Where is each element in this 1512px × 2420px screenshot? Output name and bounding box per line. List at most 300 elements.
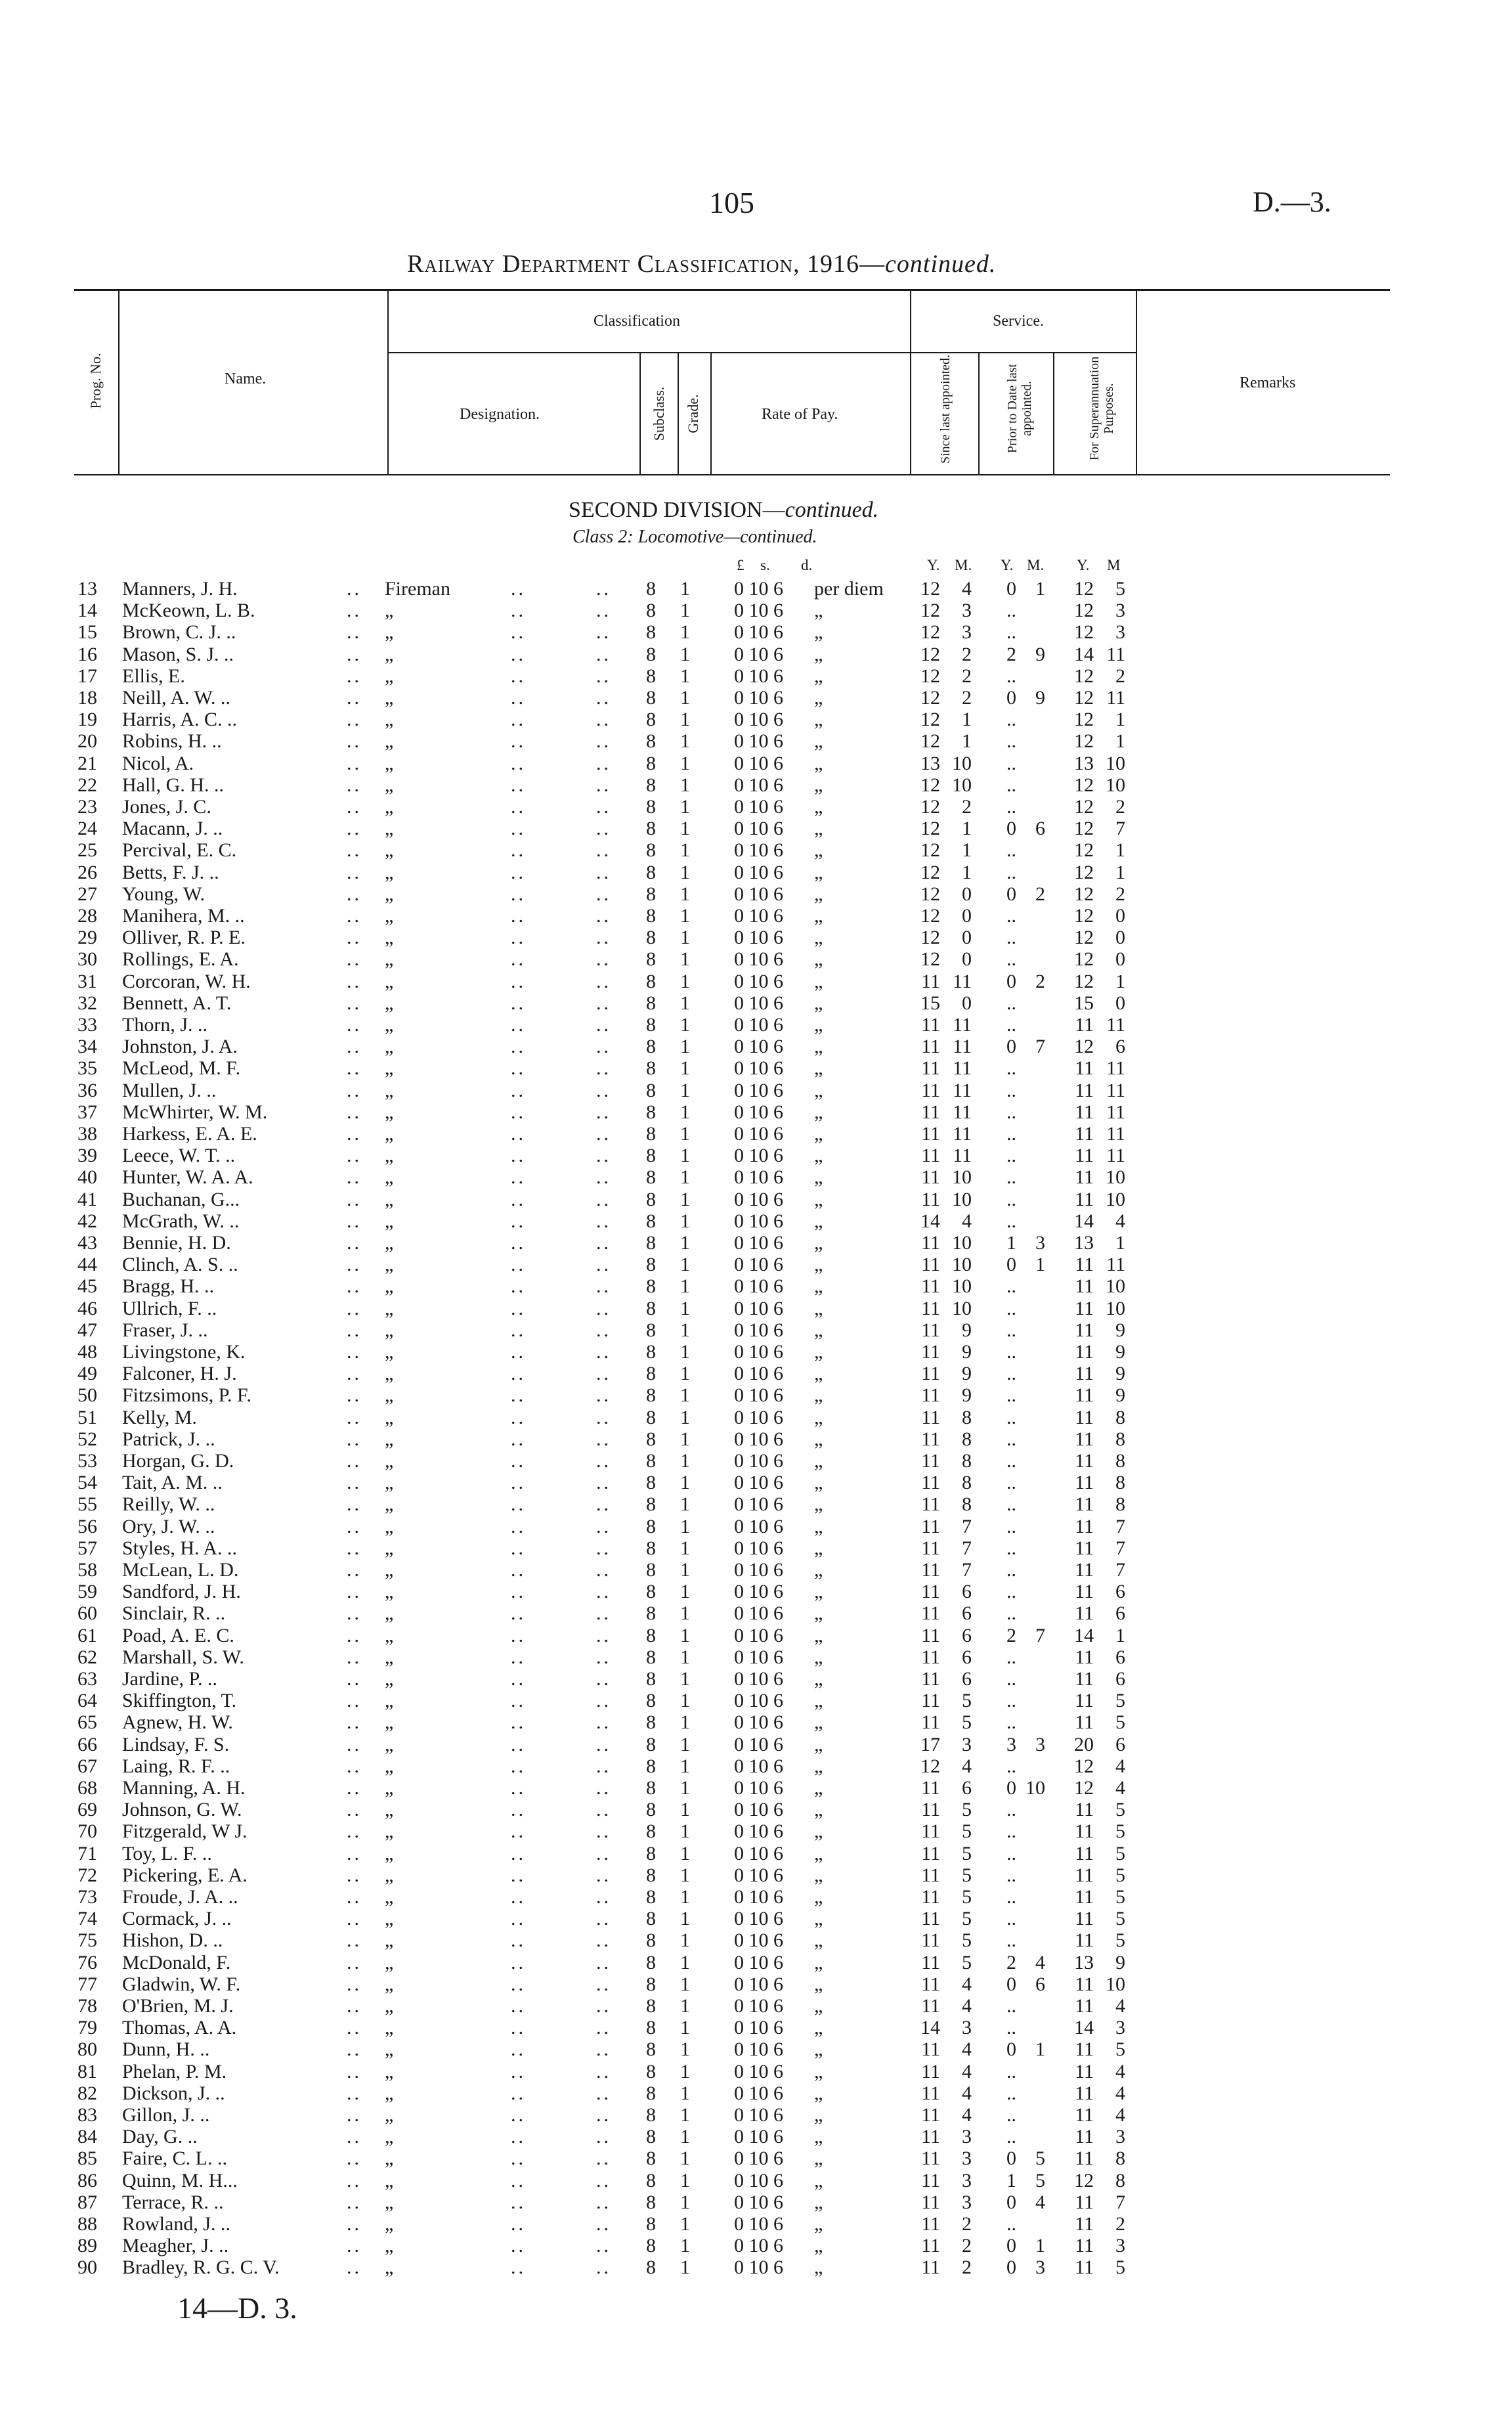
table-row — [0, 1057, 1512, 1080]
row-grade: 1 — [680, 2256, 690, 2279]
table-row — [0, 1341, 1512, 1363]
row-since-years: 12 — [920, 709, 940, 731]
row-designation: „ — [385, 1777, 394, 1799]
row-grade: 1 — [680, 2191, 690, 2213]
row-grade: 1 — [680, 665, 690, 687]
row-prog-no: 17 — [77, 665, 97, 687]
row-prog-no: 45 — [77, 1275, 97, 1298]
row-since-months: 10 — [952, 1254, 972, 1276]
leader-dots: .. — [511, 1166, 526, 1189]
leader-dots: .. — [347, 1755, 362, 1777]
row-subclass: 8 — [646, 1123, 656, 1145]
row-name: Manihera, M. .. — [122, 905, 245, 927]
row-subclass: 8 — [646, 774, 656, 796]
row-rate-of-pay: 0 10 6 — [734, 1036, 783, 1058]
row-prog-no: 70 — [77, 1820, 97, 1843]
row-grade: 1 — [680, 2104, 690, 2126]
table-row — [0, 578, 1512, 600]
row-prog-no: 90 — [77, 2256, 97, 2279]
row-prog-no: 22 — [77, 774, 97, 796]
row-designation: „ — [385, 1363, 394, 1385]
row-per-diem: „ — [814, 1951, 823, 1973]
leader-dots: .. — [347, 2038, 362, 2061]
leader-dots: .. — [596, 621, 611, 644]
row-per-diem: „ — [814, 839, 823, 862]
row-since-years: 11 — [921, 1820, 940, 1843]
table-row — [0, 818, 1512, 840]
header-prog-no: Prog. No. — [87, 353, 104, 409]
row-since-years: 11 — [921, 1123, 940, 1145]
row-grade: 1 — [680, 1908, 690, 1930]
row-designation: „ — [385, 730, 394, 753]
row-prog-no: 57 — [77, 1537, 97, 1559]
row-super-months: 1 — [1115, 1232, 1125, 1254]
row-super-months: 0 — [1115, 927, 1125, 949]
row-rate-of-pay: 0 10 6 — [734, 600, 783, 622]
row-grade: 1 — [680, 1559, 690, 1581]
row-grade: 1 — [680, 1166, 690, 1189]
row-grade: 1 — [680, 1384, 690, 1407]
table-row — [0, 1363, 1512, 1385]
row-subclass: 8 — [646, 1275, 656, 1298]
row-subclass: 8 — [646, 905, 656, 927]
row-name: Dickson, J. .. — [122, 2082, 225, 2104]
row-prog-no: 86 — [77, 2169, 97, 2191]
row-since-months: 10 — [952, 1232, 972, 1254]
leader-dots: .. — [596, 948, 611, 971]
row-since-months: 5 — [962, 1690, 972, 1712]
row-subclass: 8 — [646, 709, 656, 731]
row-designation: „ — [385, 600, 394, 622]
header-for-super: For Superannuation Purposes. — [1087, 356, 1116, 461]
row-rate-of-pay: 0 10 6 — [734, 687, 783, 709]
row-name: Bradley, R. G. C. V. — [122, 2256, 280, 2279]
row-name: Patrick, J. .. — [122, 1428, 215, 1450]
leader-dots: .. — [596, 2126, 611, 2148]
row-since-months: 1 — [962, 730, 972, 753]
leader-dots: .. — [347, 665, 362, 687]
row-since-years: 11 — [921, 1079, 940, 1101]
table-row — [0, 687, 1512, 709]
leader-dots: .. — [511, 818, 526, 840]
row-super-months: 9 — [1115, 1384, 1125, 1407]
leader-dots: .. — [511, 1733, 526, 1755]
row-grade: 1 — [680, 1820, 690, 1843]
row-since-months: 11 — [953, 1101, 972, 1123]
row-since-years: 11 — [921, 2126, 940, 2148]
leader-dots: .. — [347, 1014, 362, 1036]
row-name: Falconer, H. J. — [122, 1363, 237, 1385]
row-since-months: 5 — [962, 1799, 972, 1821]
row-super-years: 11 — [1075, 1472, 1094, 1494]
leader-dots: .. — [596, 1363, 611, 1385]
table-row — [0, 1581, 1512, 1603]
row-rate-of-pay: 0 10 6 — [734, 1232, 783, 1254]
row-grade: 1 — [680, 1864, 690, 1886]
row-prior-years: .. — [1006, 2082, 1016, 2104]
row-subclass: 8 — [646, 1101, 656, 1123]
leader-dots: .. — [511, 665, 526, 687]
row-designation: „ — [385, 1581, 394, 1603]
row-super-months: 11 — [1106, 1014, 1125, 1036]
row-since-years: 11 — [921, 2060, 940, 2082]
row-grade: 1 — [680, 1777, 690, 1799]
row-name: Ellis, E. — [122, 665, 185, 687]
row-prog-no: 50 — [77, 1384, 97, 1407]
row-prog-no: 69 — [77, 1799, 97, 1821]
row-subclass: 8 — [646, 1079, 656, 1101]
row-subclass: 8 — [646, 1145, 656, 1167]
row-rate-of-pay: 0 10 6 — [734, 905, 783, 927]
row-prog-no: 42 — [77, 1210, 97, 1232]
row-designation: Fireman — [385, 578, 450, 600]
row-prog-no: 68 — [77, 1777, 97, 1799]
table-row — [0, 839, 1512, 862]
row-rate-of-pay: 0 10 6 — [734, 1624, 783, 1646]
row-since-years: 11 — [921, 1777, 940, 1799]
row-prog-no: 55 — [77, 1493, 97, 1516]
leader-dots: .. — [596, 1145, 611, 1167]
row-subclass: 8 — [646, 687, 656, 709]
row-rate-of-pay: 0 10 6 — [734, 1886, 783, 1908]
row-per-diem: „ — [814, 1929, 823, 1952]
row-super-years: 11 — [1075, 2060, 1094, 2082]
row-subclass: 8 — [646, 1690, 656, 1712]
row-since-years: 11 — [921, 1472, 940, 1494]
row-super-months: 7 — [1115, 1559, 1125, 1581]
leader-dots: .. — [511, 1188, 526, 1210]
row-name: Rollings, E. A. — [122, 948, 239, 971]
row-prog-no: 46 — [77, 1297, 97, 1319]
row-designation: „ — [385, 2256, 394, 2279]
row-grade: 1 — [680, 1014, 690, 1036]
leader-dots: .. — [596, 1036, 611, 1058]
row-subclass: 8 — [646, 1537, 656, 1559]
row-prog-no: 13 — [77, 578, 97, 600]
leader-dots: .. — [347, 1079, 362, 1101]
row-name: Froude, J. A. .. — [122, 1886, 238, 1908]
row-since-years: 11 — [921, 1908, 940, 1930]
leader-dots: .. — [511, 2191, 526, 2213]
table-row — [0, 883, 1512, 906]
row-prog-no: 62 — [77, 1646, 97, 1668]
row-designation: „ — [385, 992, 394, 1014]
row-prog-no: 72 — [77, 1864, 97, 1886]
row-subclass: 8 — [646, 1057, 656, 1080]
row-name: Johnston, J. A. — [122, 1036, 238, 1058]
row-since-months: 4 — [962, 1973, 972, 1995]
row-grade: 1 — [680, 752, 690, 774]
leader-dots: .. — [596, 2256, 611, 2279]
row-prog-no: 76 — [77, 1951, 97, 1973]
row-since-years: 11 — [921, 1602, 940, 1625]
row-rate-of-pay: 0 10 6 — [734, 1581, 783, 1603]
row-super-months: 1 — [1115, 709, 1125, 731]
section-continued: continued. — [785, 498, 879, 522]
table-row — [0, 992, 1512, 1015]
row-prior-months: 4 — [1035, 2191, 1045, 2213]
leader-dots: .. — [596, 1297, 611, 1319]
row-super-months: 2 — [1115, 2213, 1125, 2235]
row-name: Manning, A. H. — [122, 1777, 246, 1799]
row-rate-of-pay: 0 10 6 — [734, 1079, 783, 1101]
row-since-months: 5 — [962, 1864, 972, 1886]
leader-dots: .. — [511, 1973, 526, 1995]
leader-dots: .. — [596, 1493, 611, 1516]
leader-dots: .. — [596, 2191, 611, 2213]
row-name: McGrath, W. .. — [122, 1210, 240, 1232]
row-prior-years: .. — [1006, 1864, 1016, 1886]
row-name: Horgan, G. D. — [122, 1450, 234, 1472]
row-subclass: 8 — [646, 1014, 656, 1036]
unit-months-prior: M. — [1027, 557, 1045, 573]
row-prior-years: .. — [1006, 1646, 1016, 1668]
leader-dots: .. — [596, 2060, 611, 2082]
row-subclass: 8 — [646, 752, 656, 774]
row-rate-of-pay: 0 10 6 — [734, 1537, 783, 1559]
row-per-diem: „ — [814, 2213, 823, 2235]
row-per-diem: „ — [814, 1668, 823, 1690]
row-super-years: 11 — [1075, 2038, 1094, 2061]
row-since-months: 10 — [952, 752, 972, 774]
row-rate-of-pay: 0 10 6 — [734, 2256, 783, 2279]
row-super-months: 11 — [1106, 1254, 1125, 1276]
row-since-years: 11 — [921, 1842, 940, 1864]
table-row — [0, 665, 1512, 688]
row-rate-of-pay: 0 10 6 — [734, 1406, 783, 1428]
row-prog-no: 35 — [77, 1057, 97, 1080]
row-super-years: 11 — [1075, 1864, 1094, 1886]
table-row — [0, 774, 1512, 797]
row-grade: 1 — [680, 1254, 690, 1276]
row-rate-of-pay: 0 10 6 — [734, 1450, 783, 1472]
col-divider-prog — [118, 289, 119, 475]
row-per-diem: „ — [814, 796, 823, 818]
row-since-years: 14 — [920, 1210, 940, 1232]
leader-dots: .. — [596, 1820, 611, 1843]
row-prior-years: .. — [1006, 774, 1016, 796]
row-super-years: 11 — [1075, 1363, 1094, 1385]
row-super-months: 10 — [1106, 1188, 1125, 1210]
leader-dots: .. — [596, 2235, 611, 2257]
leader-dots: .. — [596, 1908, 611, 1930]
row-name: Fraser, J. .. — [122, 1319, 208, 1341]
row-super-months: 11 — [1106, 1123, 1125, 1145]
row-subclass: 8 — [646, 1820, 656, 1843]
row-grade: 1 — [680, 2060, 690, 2082]
row-prior-years: .. — [1006, 1537, 1016, 1559]
row-subclass: 8 — [646, 1210, 656, 1232]
leader-dots: .. — [347, 600, 362, 622]
row-since-years: 11 — [921, 1450, 940, 1472]
row-grade: 1 — [680, 1145, 690, 1167]
leader-dots: .. — [511, 1602, 526, 1625]
row-name: Day, G. .. — [122, 2126, 198, 2148]
row-since-years: 11 — [921, 1864, 940, 1886]
row-super-years: 12 — [1074, 818, 1094, 840]
row-subclass: 8 — [646, 2213, 656, 2235]
row-rate-of-pay: 0 10 6 — [734, 709, 783, 731]
row-grade: 1 — [680, 1842, 690, 1864]
row-since-months: 5 — [962, 1908, 972, 1930]
leader-dots: .. — [511, 1210, 526, 1232]
row-prog-no: 52 — [77, 1428, 97, 1450]
leader-dots: .. — [347, 1166, 362, 1189]
row-since-months: 3 — [962, 2191, 972, 2213]
row-rate-of-pay: 0 10 6 — [734, 578, 783, 600]
leader-dots: .. — [511, 600, 526, 622]
table-row — [0, 1384, 1512, 1407]
leader-dots: .. — [596, 578, 611, 600]
leader-dots: .. — [511, 730, 526, 753]
row-since-months: 4 — [962, 1210, 972, 1232]
row-prog-no: 63 — [77, 1668, 97, 1690]
row-super-years: 11 — [1075, 1559, 1094, 1581]
leader-dots: .. — [596, 1602, 611, 1625]
row-super-years: 11 — [1075, 1602, 1094, 1625]
row-prior-years: .. — [1006, 992, 1016, 1014]
row-designation: „ — [385, 2235, 394, 2257]
row-name: Mullen, J. .. — [122, 1079, 217, 1101]
table-row — [0, 1973, 1512, 1996]
table-row — [0, 1101, 1512, 1124]
row-super-months: 4 — [1115, 1777, 1125, 1799]
row-per-diem: „ — [814, 1101, 823, 1123]
page-number: 105 — [709, 186, 754, 219]
row-per-diem: „ — [814, 992, 823, 1014]
row-super-months: 5 — [1115, 2038, 1125, 2061]
row-designation: „ — [385, 948, 394, 971]
row-designation: „ — [385, 1166, 394, 1189]
row-rate-of-pay: 0 10 6 — [734, 1908, 783, 1930]
row-super-months: 11 — [1106, 1145, 1125, 1167]
row-since-years: 11 — [921, 1297, 940, 1319]
row-subclass: 8 — [646, 1733, 656, 1755]
row-rate-of-pay: 0 10 6 — [734, 1210, 783, 1232]
row-prior-months: 6 — [1035, 1973, 1045, 1995]
row-name: Hishon, D. .. — [122, 1929, 223, 1952]
row-super-months: 4 — [1115, 1210, 1125, 1232]
table-row — [0, 1908, 1512, 1930]
table-row — [0, 1407, 1512, 1429]
row-super-months: 6 — [1115, 1733, 1125, 1755]
row-super-years: 11 — [1075, 1014, 1094, 1036]
leader-dots: .. — [511, 1036, 526, 1058]
row-prior-years: .. — [1006, 1995, 1016, 2017]
leader-dots: .. — [511, 709, 526, 731]
row-prog-no: 44 — [77, 1254, 97, 1276]
document-reference: D.—3. — [1253, 186, 1331, 218]
row-since-months: 6 — [962, 1668, 972, 1690]
row-grade: 1 — [680, 1450, 690, 1472]
row-since-years: 13 — [920, 752, 940, 774]
row-per-diem: „ — [814, 1319, 823, 1341]
row-prog-no: 14 — [77, 600, 97, 622]
row-prog-no: 27 — [77, 883, 97, 905]
leader-dots: .. — [596, 1406, 611, 1428]
leader-dots: .. — [347, 730, 362, 753]
row-super-years: 11 — [1075, 1450, 1094, 1472]
unit-pounds: £ — [737, 557, 745, 573]
row-super-years: 12 — [1074, 709, 1094, 731]
row-since-months: 3 — [962, 2147, 972, 2170]
row-since-years: 11 — [921, 2104, 940, 2126]
row-super-months: 3 — [1115, 2235, 1125, 2257]
row-prior-years: 0 — [1006, 2038, 1016, 2061]
row-designation: „ — [385, 621, 394, 644]
row-since-years: 11 — [921, 1254, 940, 1276]
row-subclass: 8 — [646, 839, 656, 862]
row-since-months: 4 — [962, 578, 972, 600]
row-designation: „ — [385, 1929, 394, 1952]
row-super-months: 8 — [1115, 2147, 1125, 2170]
row-prior-years: .. — [1006, 948, 1016, 971]
row-since-months: 8 — [962, 1472, 972, 1494]
row-per-diem: „ — [814, 643, 823, 665]
row-subclass: 8 — [646, 861, 656, 883]
row-grade: 1 — [680, 992, 690, 1014]
row-subclass: 8 — [646, 1406, 656, 1428]
row-rate-of-pay: 0 10 6 — [734, 774, 783, 796]
leader-dots: .. — [347, 1624, 362, 1646]
leader-dots: .. — [511, 2126, 526, 2148]
leader-dots: .. — [347, 1493, 362, 1516]
table-row — [0, 1298, 1512, 1320]
row-prior-years: 0 — [1006, 687, 1016, 709]
row-super-years: 11 — [1075, 1886, 1094, 1908]
row-since-years: 11 — [921, 970, 940, 992]
row-subclass: 8 — [646, 1297, 656, 1319]
row-since-years: 12 — [920, 665, 940, 687]
row-super-months: 11 — [1106, 643, 1125, 665]
leader-dots: .. — [596, 1624, 611, 1646]
row-rate-of-pay: 0 10 6 — [734, 2060, 783, 2082]
row-prog-no: 75 — [77, 1929, 97, 1952]
row-subclass: 8 — [646, 1581, 656, 1603]
row-per-diem: „ — [814, 883, 823, 905]
row-designation: „ — [385, 2191, 394, 2213]
row-since-months: 5 — [962, 1951, 972, 1973]
row-super-years: 12 — [1074, 1036, 1094, 1058]
row-super-years: 11 — [1075, 1275, 1094, 1298]
row-grade: 1 — [680, 1341, 690, 1363]
leader-dots: .. — [347, 1210, 362, 1232]
row-super-years: 13 — [1074, 1232, 1094, 1254]
row-prog-no: 31 — [77, 970, 97, 992]
row-rate-of-pay: 0 10 6 — [734, 1820, 783, 1843]
row-name: Jones, J. C. — [122, 796, 211, 818]
row-super-years: 14 — [1074, 1624, 1094, 1646]
row-super-months: 8 — [1115, 1472, 1125, 1494]
row-grade: 1 — [680, 621, 690, 644]
row-prior-years: 0 — [1006, 2235, 1016, 2257]
row-subclass: 8 — [646, 1668, 656, 1690]
row-designation: „ — [385, 905, 394, 927]
leader-dots: .. — [347, 948, 362, 971]
table-row — [0, 1036, 1512, 1058]
row-super-years: 11 — [1075, 2256, 1094, 2279]
row-since-years: 11 — [921, 2082, 940, 2104]
row-name: Clinch, A. S. .. — [122, 1254, 238, 1276]
row-grade: 1 — [680, 1493, 690, 1516]
row-name: Leece, W. T. .. — [122, 1145, 236, 1167]
row-prior-years: 2 — [1006, 1624, 1016, 1646]
row-designation: „ — [385, 861, 394, 883]
leader-dots: .. — [596, 2082, 611, 2104]
row-name: Hall, G. H. .. — [122, 774, 224, 796]
row-prior-years: .. — [1006, 709, 1016, 731]
row-subclass: 8 — [646, 1908, 656, 1930]
